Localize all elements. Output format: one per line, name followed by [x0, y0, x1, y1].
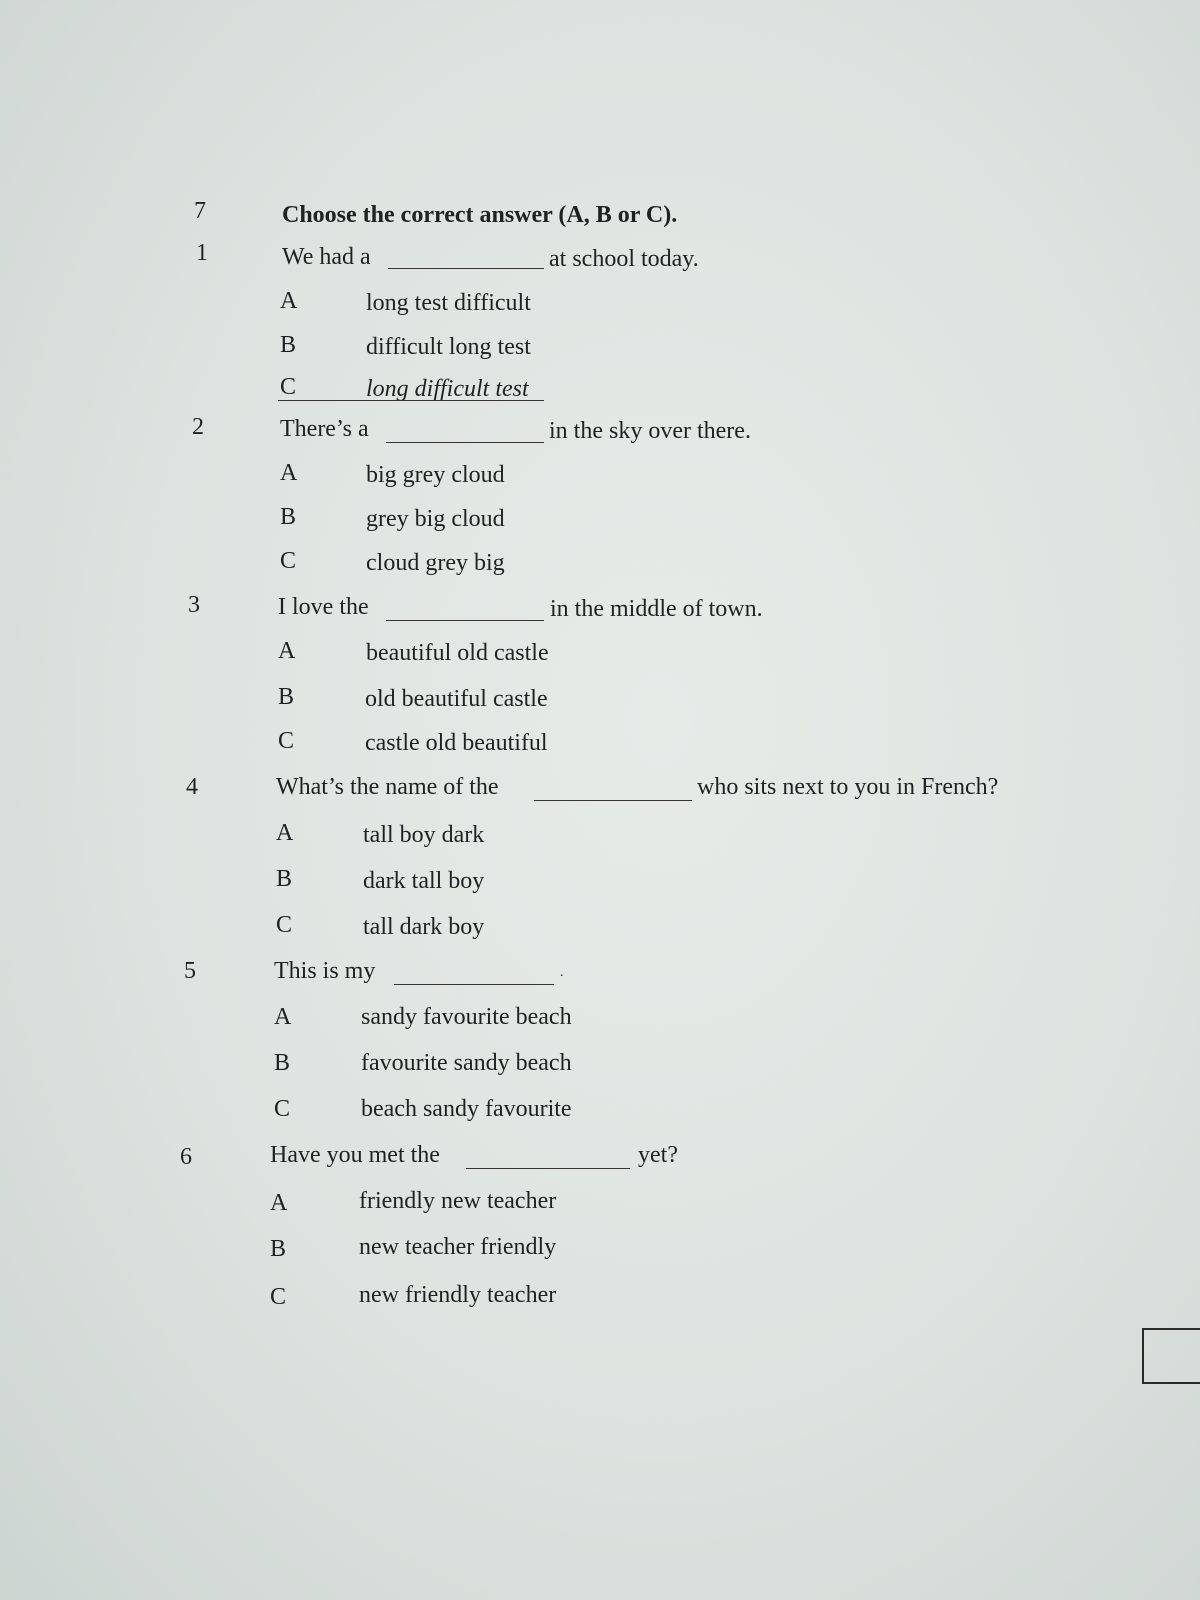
- answer-blank: [386, 620, 544, 621]
- question-text: This is my: [274, 958, 376, 984]
- option-letter: A: [280, 460, 298, 486]
- question-text-after: who sits next to you in French?: [697, 774, 999, 800]
- option-text: tall boy dark: [363, 822, 485, 848]
- option-text: beautiful old castle: [366, 640, 549, 666]
- option-letter: C: [270, 1284, 287, 1310]
- option-text: cloud grey big: [366, 550, 505, 576]
- option-text: old beautiful castle: [365, 686, 548, 712]
- option-text: friendly new teacher: [359, 1188, 557, 1214]
- option-letter: B: [274, 1050, 291, 1076]
- exercise-number: 7: [194, 198, 206, 224]
- score-box: [1142, 1328, 1200, 1384]
- exercise-instruction: Choose the correct answer (A, B or C).: [282, 202, 678, 228]
- question-text: We had a: [282, 244, 371, 270]
- question-text: What’s the name of the: [276, 774, 499, 800]
- question-number: 4: [186, 774, 198, 800]
- option-text: sandy favourite beach: [361, 1004, 572, 1030]
- question-number: 3: [188, 592, 200, 618]
- option-text-selected: long difficult test: [366, 376, 529, 402]
- option-text: new teacher friendly: [359, 1234, 557, 1260]
- answer-blank: [394, 984, 554, 985]
- option-letter: A: [274, 1004, 292, 1030]
- option-letter: B: [270, 1236, 287, 1262]
- option-text: new friendly teacher: [359, 1282, 557, 1308]
- option-letter: C: [276, 912, 293, 938]
- option-text: castle old beautiful: [365, 730, 548, 756]
- option-letter: C: [280, 548, 297, 574]
- option-text: beach sandy favourite: [361, 1096, 572, 1122]
- option-text: tall dark boy: [363, 914, 485, 940]
- question-number: 2: [192, 414, 204, 440]
- option-text: difficult long test: [366, 334, 531, 360]
- question-text: I love the: [278, 594, 369, 620]
- option-letter: A: [270, 1190, 288, 1216]
- question-text: Have you met the: [270, 1142, 440, 1168]
- answer-blank: [466, 1168, 630, 1169]
- option-letter: B: [280, 332, 297, 358]
- question-text-after: at school today.: [549, 246, 699, 272]
- question-number: 1: [196, 240, 208, 266]
- option-text: favourite sandy beach: [361, 1050, 572, 1076]
- selected-answer-underline: [278, 400, 544, 401]
- answer-blank: [534, 800, 692, 801]
- option-letter: C: [278, 728, 295, 754]
- answer-blank: [388, 268, 544, 269]
- option-letter: A: [280, 288, 298, 314]
- question-text-after: .: [560, 965, 564, 980]
- option-letter: C: [274, 1096, 291, 1122]
- question-text-after: in the middle of town.: [550, 596, 763, 622]
- option-letter: A: [276, 820, 294, 846]
- option-text: long test difficult: [366, 290, 531, 316]
- option-letter: A: [278, 638, 296, 664]
- question-text: There’s a: [280, 416, 369, 442]
- question-text-after: in the sky over there.: [549, 418, 751, 444]
- question-number: 6: [180, 1144, 192, 1170]
- option-letter: B: [280, 504, 297, 530]
- option-text: big grey cloud: [366, 462, 505, 488]
- question-number: 5: [184, 958, 196, 984]
- option-letter: C: [280, 374, 297, 400]
- answer-blank: [386, 442, 544, 443]
- question-text-after: yet?: [638, 1142, 678, 1168]
- option-letter: B: [278, 684, 295, 710]
- option-text: grey big cloud: [366, 506, 505, 532]
- option-letter: B: [276, 866, 293, 892]
- option-text: dark tall boy: [363, 868, 485, 894]
